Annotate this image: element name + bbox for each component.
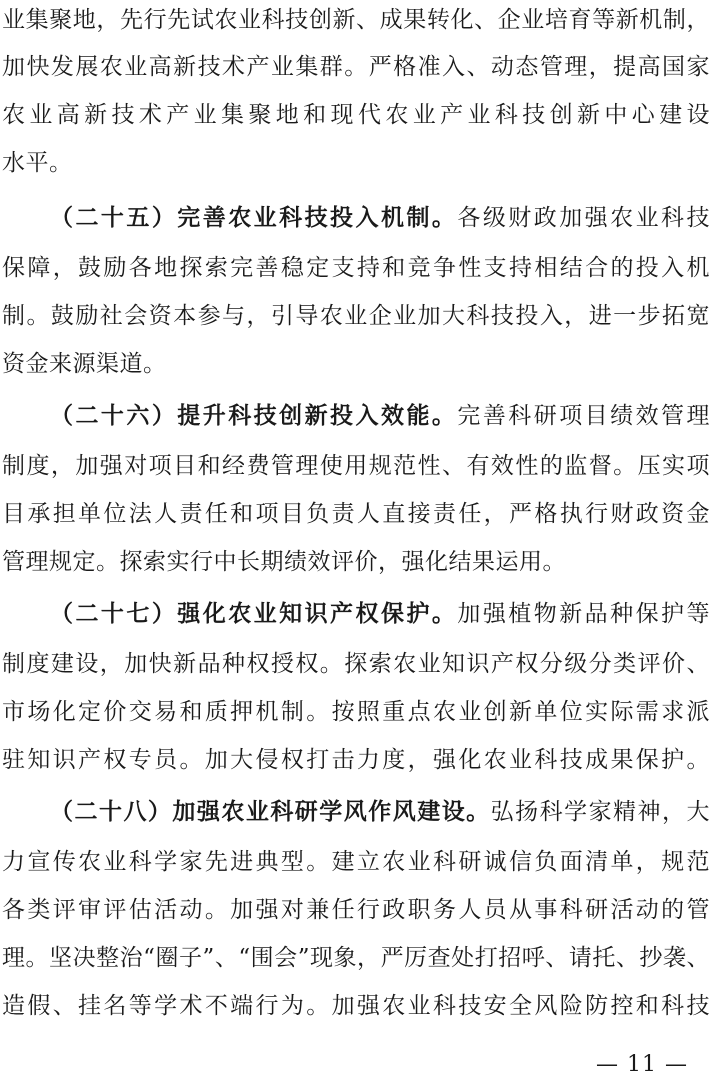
text-line: 驻知识产权专员。加大侵权打击力度，强化农业科技成果保护。 bbox=[2, 747, 710, 773]
text-line: 业集聚地，先行先试农业科技创新、成果转化、企业培育等新机制， bbox=[2, 7, 710, 33]
text-run: 加强植物新品种保护等 bbox=[457, 601, 711, 627]
paragraph-first-line bbox=[50, 198, 710, 238]
paragraph-first-line bbox=[50, 594, 710, 634]
text-line: 管理规定。探索实行中长期绩效评价，强化结果运用。 bbox=[2, 549, 566, 575]
text-line: 力宣传农业科学家先进典型。建立农业科研诚信负面清单，规范 bbox=[2, 849, 710, 875]
text-run: 完善科研项目绩效管理 bbox=[457, 403, 711, 429]
text-line: 理。坚决整治“圈子”、“围会”现象，严厉查处打招呼、请托、抄袭、 bbox=[2, 945, 710, 971]
section-heading: （二十五）完善农业科技投入机制。 bbox=[50, 204, 458, 231]
text-line: 水平。 bbox=[2, 150, 73, 176]
text-run: 弘扬科学家精神，大 bbox=[490, 799, 711, 825]
section-heading: （二十六）提升科技创新投入效能。 bbox=[50, 402, 458, 429]
text-line: 农业高新技术产业集聚地和现代农业产业科技创新中心建设 bbox=[2, 102, 710, 128]
text-line: 造假、挂名等学术不端行为。加强农业科技安全风险防控和科技 bbox=[2, 993, 710, 1019]
text-line: 制。鼓励社会资本参与，引导农业企业加大科技投入，进一步拓宽 bbox=[2, 303, 710, 329]
text-run: 各级财政加强农业科技 bbox=[457, 205, 711, 231]
section-heading: （二十七）强化农业知识产权保护。 bbox=[50, 600, 458, 627]
text-line: 市场化定价交易和质押机制。按照重点农业创新单位实际需求派 bbox=[2, 699, 710, 725]
text-line: 各类评审评估活动。加强对兼任行政职务人员从事科研活动的管 bbox=[2, 897, 710, 923]
text-line: 制度建设，加快新品种权授权。探索农业知识产权分级分类评价、 bbox=[2, 651, 710, 677]
paragraph-first-line bbox=[50, 792, 710, 832]
text-line: 目承担单位法人责任和项目负责人直接责任，严格执行财政资金 bbox=[2, 501, 710, 527]
text-line: 加快发展农业高新技术产业集群。严格准入、动态管理，提高国家 bbox=[2, 54, 710, 80]
text-line: 制度，加强对项目和经费管理使用规范性、有效性的监督。压实项 bbox=[2, 453, 710, 479]
page-number: — 11 — bbox=[596, 1052, 688, 1077]
paragraph-first-line bbox=[50, 396, 710, 436]
text-line: 保障，鼓励各地探索完善稳定支持和竞争性支持相结合的投入机 bbox=[2, 255, 710, 281]
text-line: 资金来源渠道。 bbox=[2, 351, 167, 377]
section-heading: （二十八）加强农业科研学风作风建设。 bbox=[50, 798, 491, 825]
